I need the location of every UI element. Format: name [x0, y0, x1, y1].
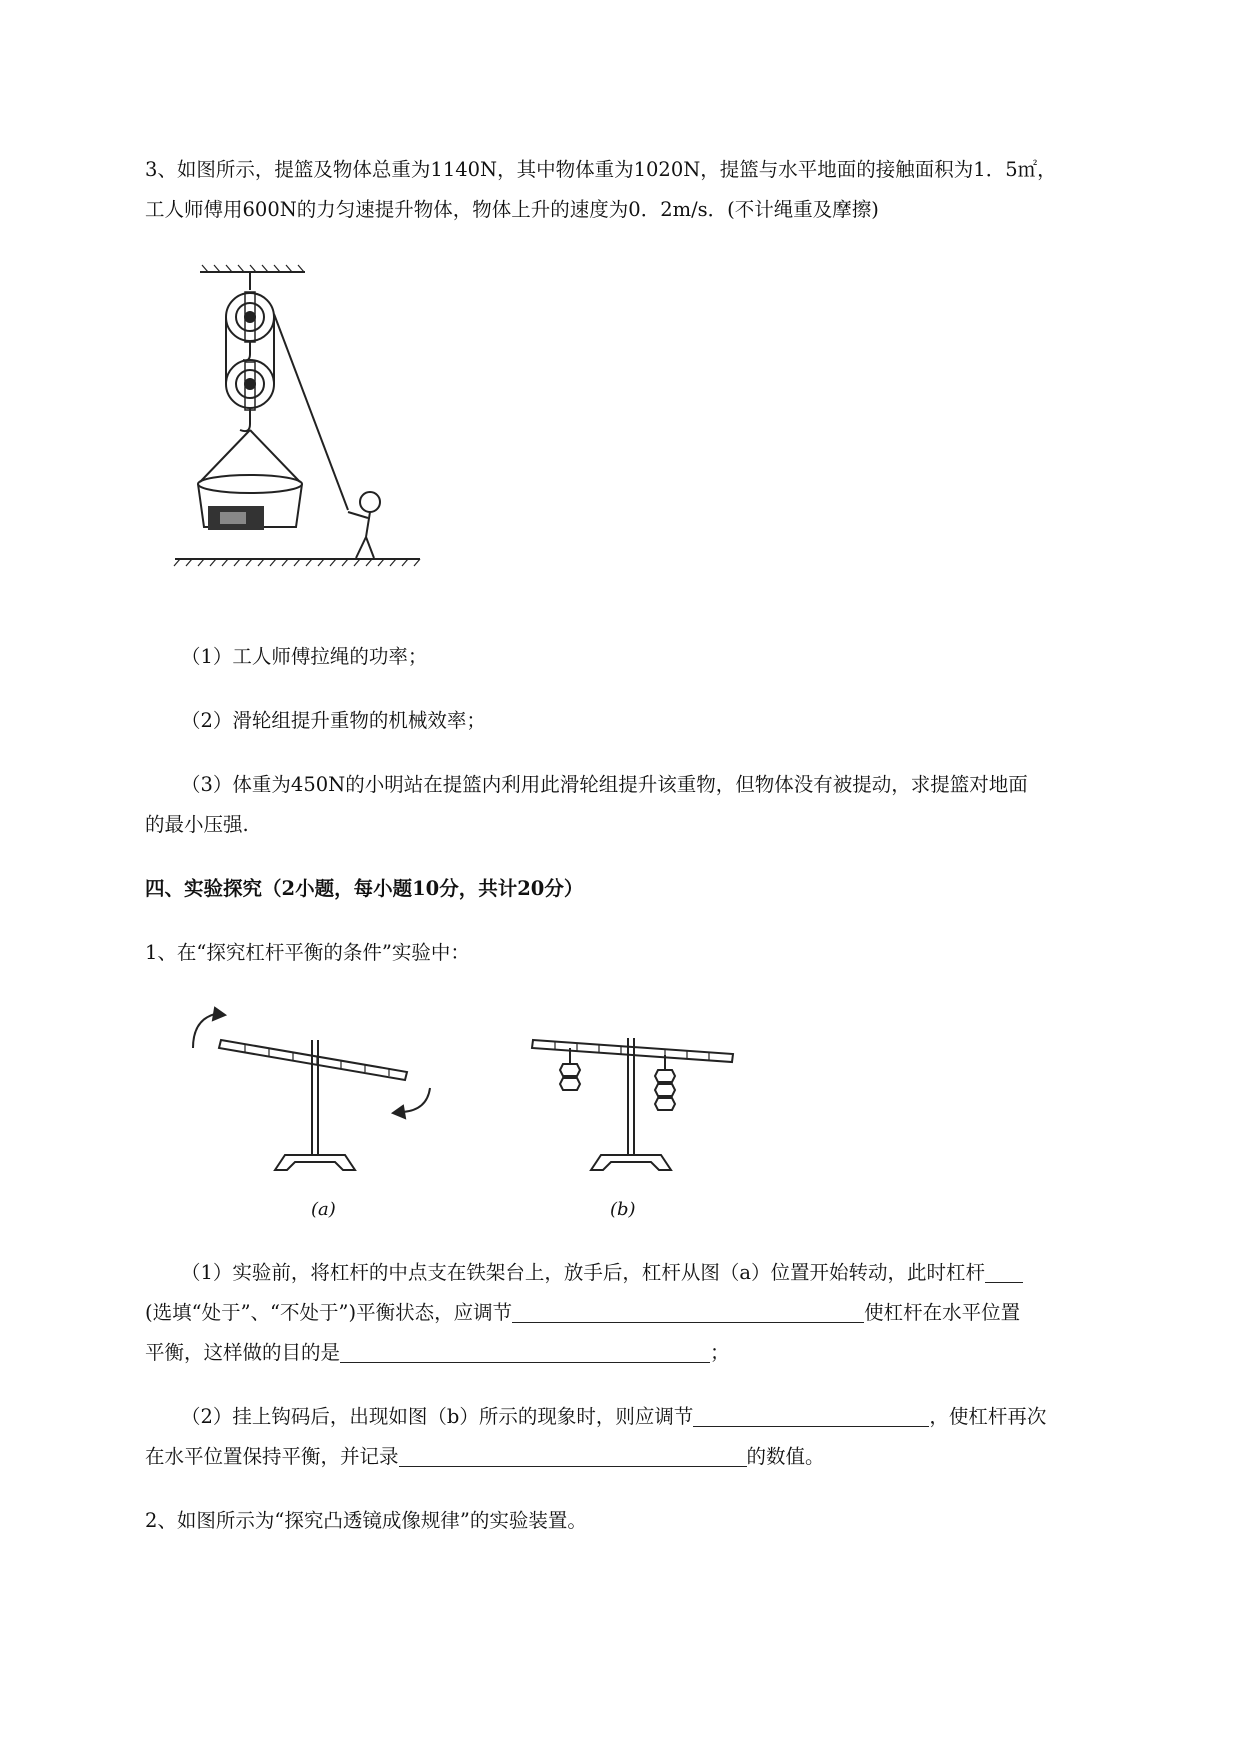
caption-b: (b): [610, 1199, 636, 1220]
exp1-p1-text-2a: (选填“处于”、“不处于”)平衡状态，应调节: [145, 1301, 513, 1324]
q3-sub-1: （1）工人师傅拉绳的功率；: [181, 645, 428, 668]
exp1-p2-text-1a: （2）挂上钩码后，出现如图（b）所示的现象时，则应调节: [181, 1405, 694, 1428]
exp1-p1-text-3a: 平衡，这样做的目的是: [145, 1341, 341, 1364]
q3-sub-2: （2）滑轮组提升重物的机械效率；: [181, 709, 486, 732]
answer-blank-3[interactable]: [340, 1343, 710, 1363]
exp1-p2-text-2a: 在水平位置保持平衡，并记录: [145, 1445, 399, 1468]
exp1-p1-line-3: [145, 1343, 730, 1363]
exp1-p2-text-1b: ，使杠杆再次: [929, 1405, 1047, 1428]
exp1-p1-line-1: [181, 1263, 1023, 1283]
q3-sub-3a: （3）体重为450N的小明站在提篮内利用此滑轮组提升该重物，但物体没有被提动，求提篮对地面: [181, 773, 1028, 796]
exp1-p1-text-3b: ；: [710, 1341, 730, 1364]
exp1-p2-line-2: [145, 1447, 825, 1467]
exp1-p1-text-2b: 使杠杆在水平位置: [864, 1301, 1021, 1324]
pulley-figure: [170, 262, 430, 602]
lever-figure-b: [525, 1000, 755, 1180]
answer-blank-4[interactable]: [693, 1407, 929, 1427]
q3-sub-3b: 的最小压强.: [145, 813, 249, 836]
q3-line-1: 3、如图所示，提篮及物体总重为1140N，其中物体重为1020N，提篮与水平地面的接触面积为1．5㎡，: [145, 158, 1057, 181]
exp1-p2-line-1: [181, 1407, 1046, 1427]
answer-blank-5[interactable]: [399, 1447, 747, 1467]
answer-blank-1[interactable]: [985, 1263, 1023, 1283]
lever-figure-a: [185, 1000, 435, 1180]
exp1-p1-text-1: （1）实验前，将杠杆的中点支在铁架台上，放手后，杠杆从图（a）位置开始转动，此时杠杆: [181, 1261, 986, 1284]
q3-line-2: 工人师傅用600N的力匀速提升物体，物体上升的速度为0．2m/s．(不计绳重及摩擦): [145, 198, 879, 221]
exp2-intro: 2、如图所示为“探究凸透镜成像规律”的实验装置。: [145, 1509, 587, 1532]
exp1-p2-text-2b: 的数值。: [746, 1445, 825, 1468]
caption-a: (a): [311, 1199, 336, 1220]
section-heading: 四、实验探究（2小题，每小题10分，共计20分）: [145, 877, 584, 900]
exp1-intro: 1、在“探究杠杆平衡的条件”实验中：: [145, 941, 470, 964]
exp1-p1-line-2: [145, 1303, 1020, 1323]
answer-blank-2[interactable]: [512, 1303, 864, 1323]
